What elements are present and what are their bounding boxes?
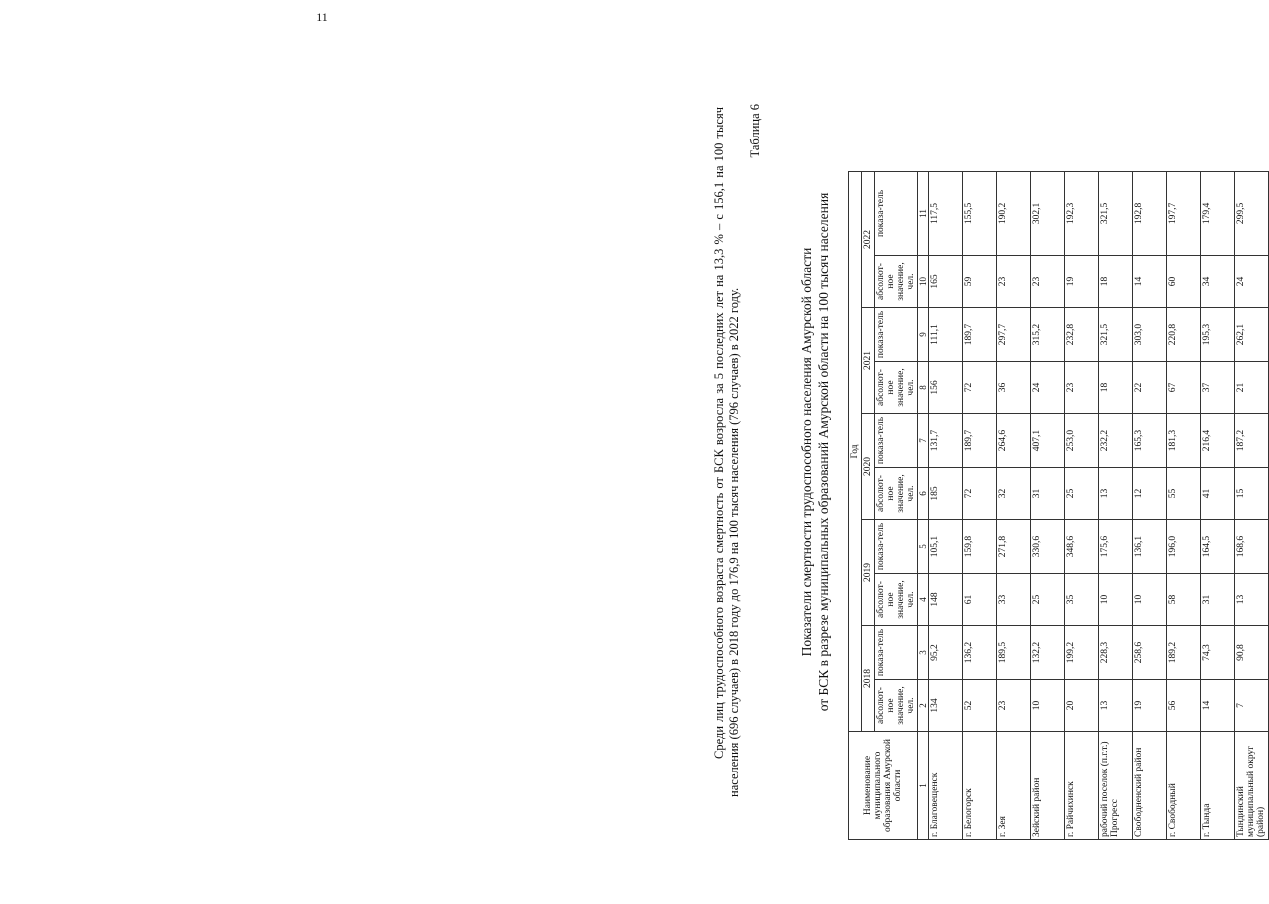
absolute-value-cell: 55 xyxy=(1167,468,1201,520)
table-row xyxy=(997,171,1031,839)
municipality-name-cell: Зейский район xyxy=(1031,732,1065,840)
rate-value-cell: 264,6 xyxy=(997,414,1031,468)
absolute-value-cell: 18 xyxy=(1099,256,1133,308)
rate-value-cell: 155,5 xyxy=(963,171,997,255)
absolute-value-cell: 24 xyxy=(1235,256,1269,308)
column-index-cell: 5 xyxy=(918,520,929,574)
subheader-absolute: абсолют-ное значение, чел. xyxy=(875,574,918,626)
municipality-name-cell: г. Благовещенск xyxy=(929,732,963,840)
absolute-value-cell: 41 xyxy=(1201,468,1235,520)
column-index-cell: 4 xyxy=(918,574,929,626)
municipality-name-cell: г. Белогорск xyxy=(963,732,997,840)
absolute-value-cell: 23 xyxy=(1031,256,1065,308)
rate-value-cell: 228,3 xyxy=(1099,626,1133,680)
rate-value-cell: 165,3 xyxy=(1133,414,1167,468)
rate-value-cell: 299,5 xyxy=(1235,171,1269,255)
absolute-value-cell: 23 xyxy=(997,680,1031,732)
table-row xyxy=(1235,171,1269,839)
year-header-2019: 2019 xyxy=(862,520,875,626)
rate-value-cell: 189,7 xyxy=(963,414,997,468)
absolute-value-cell: 185 xyxy=(929,468,963,520)
caption-line-2: от БСК в разрезе муниципальных образований Амурской области на 100 тысяч населения xyxy=(816,192,831,712)
absolute-value-cell: 67 xyxy=(1167,362,1201,414)
rate-value-cell: 199,2 xyxy=(1065,626,1099,680)
absolute-value-cell: 13 xyxy=(1235,574,1269,626)
subheader-absolute: абсолют-ное значение, чел. xyxy=(875,362,918,414)
rate-value-cell: 330,6 xyxy=(1031,520,1065,574)
mortality-table-wrapper xyxy=(848,172,1266,840)
rate-value-cell: 196,0 xyxy=(1167,520,1201,574)
rate-value-cell: 90,8 xyxy=(1235,626,1269,680)
municipality-name-cell: г. Зея xyxy=(997,732,1031,840)
absolute-value-cell: 31 xyxy=(1031,468,1065,520)
column-index-cell: 9 xyxy=(918,308,929,362)
absolute-value-cell: 58 xyxy=(1167,574,1201,626)
rate-value-cell: 271,8 xyxy=(997,520,1031,574)
rate-value-cell: 315,2 xyxy=(1031,308,1065,362)
rate-value-cell: 105,1 xyxy=(929,520,963,574)
municipality-name-cell: г. Тында xyxy=(1201,732,1235,840)
municipality-name-cell: г. Свободный xyxy=(1167,732,1201,840)
absolute-value-cell: 14 xyxy=(1201,680,1235,732)
table-row xyxy=(1167,171,1201,839)
rotated-page-content xyxy=(630,12,1266,892)
rate-value-cell: 189,5 xyxy=(997,626,1031,680)
absolute-value-cell: 72 xyxy=(963,362,997,414)
subheader-absolute: абсолют-ное значение, чел. xyxy=(875,680,918,732)
absolute-value-cell: 10 xyxy=(1031,680,1065,732)
subheader-absolute: абсолют-ное значение, чел. xyxy=(875,256,918,308)
rate-value-cell: 136,1 xyxy=(1133,520,1167,574)
page-number: 11 xyxy=(316,10,328,24)
column-index-cell: 10 xyxy=(918,256,929,308)
absolute-value-cell: 60 xyxy=(1167,256,1201,308)
absolute-value-cell: 14 xyxy=(1133,256,1167,308)
year-group-header: Год xyxy=(849,171,862,731)
municipality-name-cell: г. Райчихинск xyxy=(1065,732,1099,840)
column-index-cell: 1 xyxy=(918,732,929,840)
rate-value-cell: 232,8 xyxy=(1065,308,1099,362)
rate-value-cell: 111,1 xyxy=(929,308,963,362)
mortality-table xyxy=(848,171,1269,840)
table-row xyxy=(1133,171,1167,839)
rate-value-cell: 220,8 xyxy=(1167,308,1201,362)
municipality-name-cell: Тындинский муниципальный округ (район) xyxy=(1235,732,1269,840)
absolute-value-cell: 33 xyxy=(997,574,1031,626)
rate-value-cell: 195,3 xyxy=(1201,308,1235,362)
rate-value-cell: 175,6 xyxy=(1099,520,1133,574)
subheader-rate: показа-тель xyxy=(875,520,918,574)
absolute-value-cell: 22 xyxy=(1133,362,1167,414)
table-row xyxy=(1031,171,1065,839)
absolute-value-cell: 165 xyxy=(929,256,963,308)
column-index-cell: 8 xyxy=(918,362,929,414)
rate-value-cell: 348,6 xyxy=(1065,520,1099,574)
rate-value-cell: 136,2 xyxy=(963,626,997,680)
absolute-value-cell: 59 xyxy=(963,256,997,308)
absolute-value-cell: 134 xyxy=(929,680,963,732)
rate-value-cell: 303,0 xyxy=(1133,308,1167,362)
absolute-value-cell: 148 xyxy=(929,574,963,626)
table-row xyxy=(1065,171,1099,839)
absolute-value-cell: 37 xyxy=(1201,362,1235,414)
municipality-name-cell: рабочий поселок (п.г.т.) Прогресс xyxy=(1099,732,1133,840)
absolute-value-cell: 10 xyxy=(1099,574,1133,626)
rate-value-cell: 302,1 xyxy=(1031,171,1065,255)
subheader-rate: показа-тель xyxy=(875,308,918,362)
absolute-value-cell: 10 xyxy=(1133,574,1167,626)
year-header-2021: 2021 xyxy=(862,308,875,414)
table-caption xyxy=(798,12,832,892)
rate-value-cell: 192,8 xyxy=(1133,171,1167,255)
absolute-value-cell: 19 xyxy=(1065,256,1099,308)
rate-value-cell: 168,6 xyxy=(1235,520,1269,574)
name-column-header: Наименование муниципального образования Амурской области xyxy=(849,732,918,840)
rate-value-cell: 187,2 xyxy=(1235,414,1269,468)
absolute-value-cell: 25 xyxy=(1031,574,1065,626)
intro-text: Среди лиц трудоспособного возраста смертность от БСК возросла за 5 последних лет на 13,3 % – с 156,1 на 100 тысяч населения (696 случаев) в 2018 году до 176,9 на 100 тысяч населения (796 случаев) в 2022 году. xyxy=(712,107,741,797)
column-index-cell: 2 xyxy=(918,680,929,732)
rate-value-cell: 192,3 xyxy=(1065,171,1099,255)
rate-value-cell: 164,5 xyxy=(1201,520,1235,574)
table-row xyxy=(1201,171,1235,839)
absolute-value-cell: 15 xyxy=(1235,468,1269,520)
absolute-value-cell: 56 xyxy=(1167,680,1201,732)
rate-value-cell: 132,2 xyxy=(1031,626,1065,680)
rate-value-cell: 253,0 xyxy=(1065,414,1099,468)
rate-value-cell: 297,7 xyxy=(997,308,1031,362)
absolute-value-cell: 72 xyxy=(963,468,997,520)
subheader-rate: показа-тель xyxy=(875,414,918,468)
year-header-2018: 2018 xyxy=(862,626,875,732)
absolute-value-cell: 23 xyxy=(997,256,1031,308)
rate-value-cell: 95,2 xyxy=(929,626,963,680)
municipality-name-cell: Свободненский район xyxy=(1133,732,1167,840)
column-index-cell: 3 xyxy=(918,626,929,680)
table-body xyxy=(929,171,1269,839)
absolute-value-cell: 7 xyxy=(1235,680,1269,732)
absolute-value-cell: 52 xyxy=(963,680,997,732)
absolute-value-cell: 156 xyxy=(929,362,963,414)
rate-value-cell: 321,5 xyxy=(1099,171,1133,255)
rate-value-cell: 232,2 xyxy=(1099,414,1133,468)
subheader-rate: показа-тель xyxy=(875,171,918,255)
rate-value-cell: 216,4 xyxy=(1201,414,1235,468)
table-row xyxy=(963,171,997,839)
absolute-value-cell: 61 xyxy=(963,574,997,626)
column-index-row xyxy=(918,171,929,839)
subheader-rate: показа-тель xyxy=(875,626,918,680)
rate-value-cell: 262,1 xyxy=(1235,308,1269,362)
absolute-value-cell: 21 xyxy=(1235,362,1269,414)
year-header-2022: 2022 xyxy=(862,171,875,307)
caption-line-1: Показатели смертности трудоспособного населения Амурской области xyxy=(799,247,814,657)
absolute-value-cell: 12 xyxy=(1133,468,1167,520)
rate-value-cell: 179,4 xyxy=(1201,171,1235,255)
rate-value-cell: 159,8 xyxy=(963,520,997,574)
subheader-absolute: абсолют-ное значение, чел. xyxy=(875,468,918,520)
table-label: Таблица 6 xyxy=(748,104,762,158)
rate-value-cell: 189,7 xyxy=(963,308,997,362)
rate-value-cell: 189,2 xyxy=(1167,626,1201,680)
column-index-cell: 11 xyxy=(918,171,929,255)
absolute-value-cell: 34 xyxy=(1201,256,1235,308)
column-index-cell: 6 xyxy=(918,468,929,520)
rate-value-cell: 181,3 xyxy=(1167,414,1201,468)
absolute-value-cell: 35 xyxy=(1065,574,1099,626)
table-row xyxy=(1099,171,1133,839)
column-index-cell: 7 xyxy=(918,414,929,468)
absolute-value-cell: 19 xyxy=(1133,680,1167,732)
rate-value-cell: 131,7 xyxy=(929,414,963,468)
absolute-value-cell: 36 xyxy=(997,362,1031,414)
rate-value-cell: 258,6 xyxy=(1133,626,1167,680)
absolute-value-cell: 20 xyxy=(1065,680,1099,732)
absolute-value-cell: 13 xyxy=(1099,468,1133,520)
table-row xyxy=(929,171,963,839)
year-header-2020: 2020 xyxy=(862,414,875,520)
absolute-value-cell: 18 xyxy=(1099,362,1133,414)
rate-value-cell: 407,1 xyxy=(1031,414,1065,468)
rate-value-cell: 321,5 xyxy=(1099,308,1133,362)
rate-value-cell: 197,7 xyxy=(1167,171,1201,255)
absolute-value-cell: 32 xyxy=(997,468,1031,520)
absolute-value-cell: 25 xyxy=(1065,468,1099,520)
rate-value-cell: 117,5 xyxy=(929,171,963,255)
absolute-value-cell: 23 xyxy=(1065,362,1099,414)
rate-value-cell: 190,2 xyxy=(997,171,1031,255)
intro-paragraph xyxy=(712,107,742,797)
absolute-value-cell: 13 xyxy=(1099,680,1133,732)
absolute-value-cell: 31 xyxy=(1201,574,1235,626)
absolute-value-cell: 24 xyxy=(1031,362,1065,414)
rate-value-cell: 74,3 xyxy=(1201,626,1235,680)
